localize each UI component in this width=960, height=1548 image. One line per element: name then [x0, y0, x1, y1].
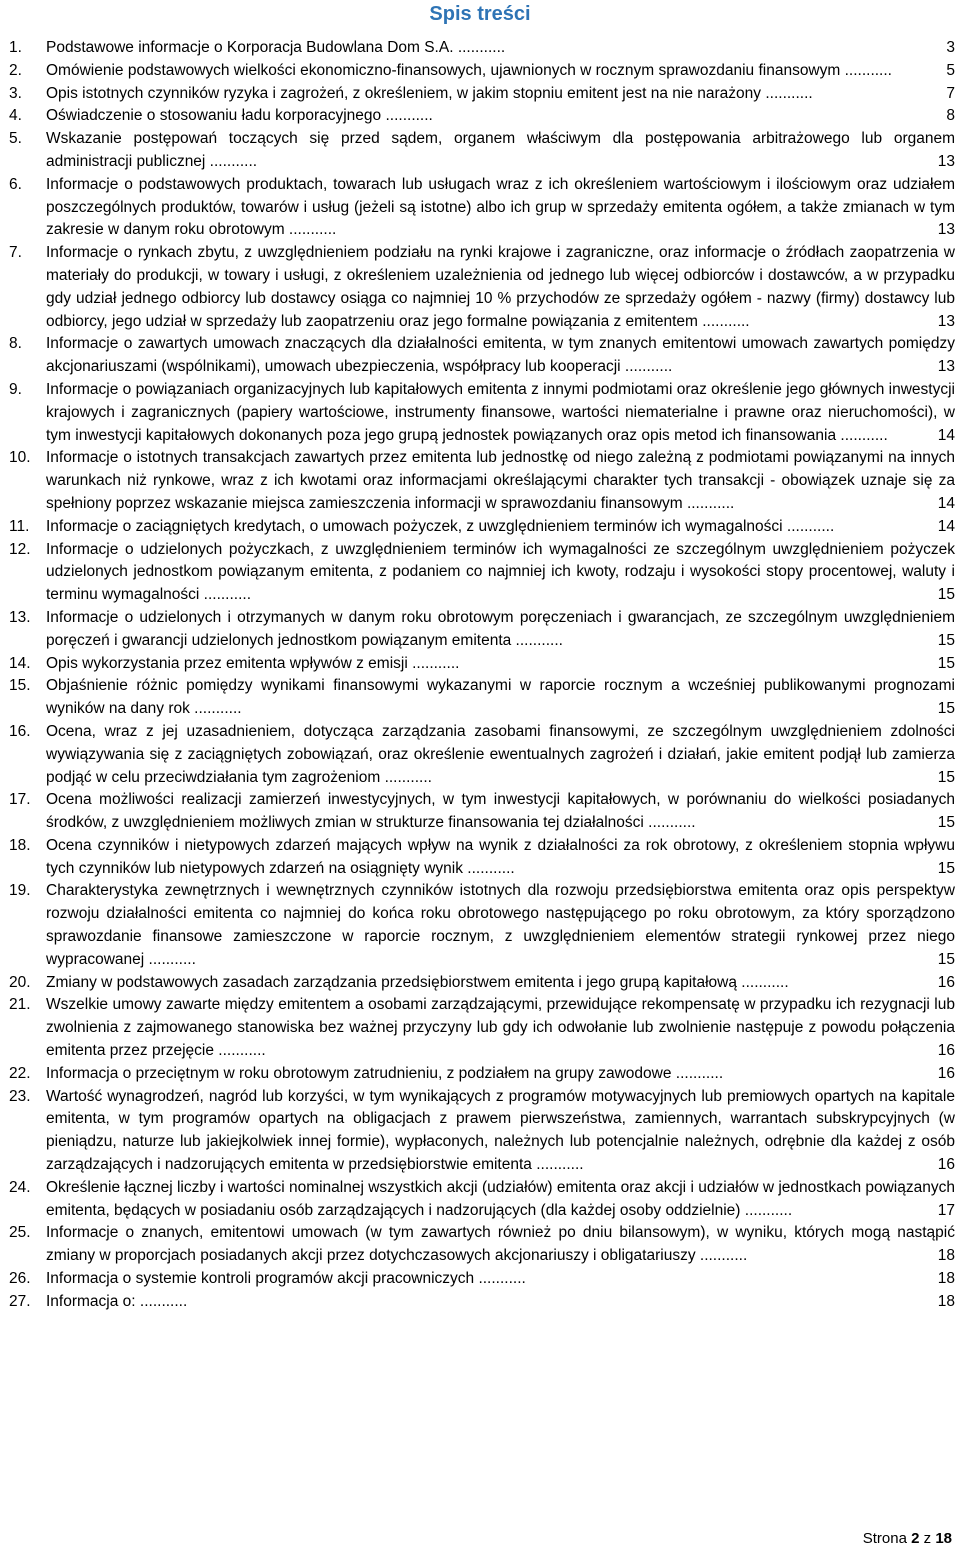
toc-entry-number: 7.: [9, 244, 22, 262]
toc-entry-page: 16: [937, 1042, 955, 1060]
toc-entry-text: Informacje o powiązaniach organizacyjnych lub kapitałowych emitenta z innymi podmiotami oraz określenie jego głównych inwestycji krajowych i zagranicznych (papiery wartościowe, instrumenty finansowe, wartości niematerialne i prawne oraz nieruchomości), w tym inwestycji kapitałowych dokonanych poza jego grupą jednostek powiązanych oraz opis metod ich finansowania: [46, 380, 955, 444]
toc-leader-dots: ...........: [620, 358, 673, 376]
toc-leader-dots: ...........: [380, 768, 432, 786]
toc-entry-page: 3: [946, 39, 955, 56]
toc-entry-page: 15: [937, 654, 955, 672]
page-footer: [863, 1530, 952, 1547]
toc-entry[interactable]: [9, 516, 955, 539]
toc-entry-page: 15: [937, 586, 955, 604]
toc-entry-text: Informacje o zaciągniętych kredytach, o umowach pożyczek, z uwzględnieniem terminów ich wymagalności: [46, 517, 783, 535]
toc-entry-page: 16: [937, 973, 955, 991]
toc-entry[interactable]: [9, 37, 955, 60]
toc-entry-text: Opis wykorzystania przez emitenta wpływów z emisji: [46, 654, 408, 672]
table-of-contents: [9, 37, 955, 1314]
toc-entry-text: Ocena czynników i nietypowych zdarzeń mających wpływ na wynik z działalności za rok obrotowy, z określeniem stopnia wpływu tych czynników lub nietypowych zdarzeń na osiągnięty wynik: [46, 836, 955, 877]
toc-entry-page: 14: [937, 517, 955, 535]
toc-entry-page: 18: [937, 1247, 955, 1265]
toc-entry-page: 17: [937, 1201, 955, 1219]
toc-entry-number: 3.: [9, 84, 22, 102]
toc-entry-text: Informacja o systemie kontroli programów akcji pracowniczych: [46, 1270, 475, 1288]
toc-entry-number: 13.: [9, 608, 31, 626]
toc-entry-number: 25.: [9, 1224, 31, 1242]
toc-entry-page: 13: [937, 312, 955, 330]
toc-entry-number: 10.: [9, 449, 31, 467]
toc-entry-page: 5: [946, 61, 955, 79]
toc-entry-number: 14.: [9, 654, 31, 672]
toc-entry-page: 16: [937, 1156, 955, 1174]
footer-prefix: Strona: [862, 1530, 907, 1547]
toc-entry-text: Omówienie podstawowych wielkości ekonomiczno-finansowych, ujawnionych w rocznym sprawozdaniu finansowym: [46, 61, 841, 79]
toc-entry[interactable]: [9, 1291, 955, 1314]
toc-entry-page: 15: [937, 700, 955, 718]
toc-leader-dots: ...........: [736, 973, 789, 991]
toc-entry-text: Informacje o udzielonych i otrzymanych w danym roku obrotowym poręczeniach i gwarancjach, ze szczególnym uwzględnieniem poręczeń i gwarancji udzielonych jednostkom powiązanym emitenta: [46, 608, 955, 649]
toc-entry[interactable]: [9, 242, 955, 333]
toc-entry-number: 24.: [9, 1178, 31, 1196]
toc-entry-page: 15: [937, 859, 955, 877]
toc-entry[interactable]: [9, 128, 955, 174]
toc-entry-number: 11.: [9, 517, 30, 535]
toc-entry[interactable]: [9, 174, 955, 242]
toc-entry-number: 8.: [9, 335, 22, 353]
footer-sep: z: [923, 1530, 932, 1547]
toc-entry[interactable]: [9, 105, 955, 128]
toc-leader-dots: ...........: [453, 39, 506, 56]
toc-entry-number: 15.: [9, 677, 31, 695]
toc-leader-dots: ...........: [531, 1156, 584, 1174]
toc-entry-number: 27.: [9, 1292, 31, 1310]
toc-entry-number: 5.: [9, 130, 22, 148]
toc-leader-dots: ...........: [463, 859, 515, 877]
toc-entry-text: Informacje o rynkach zbytu, z uwzględnieniem podziału na rynki krajowe i zagraniczne, oraz informacje o źródłach zaopatrzenia w materiały do produkcji, w towary i usługi, z określeniem uzależnienia od jednego lub więcej odbiorców i dostawców, a w przypadku gdy udział jednego odbiorcy lub dostawcy osiąga co najmniej 10 % przychodów ze sprzedaży ogółem - nazwy (firmy) dostawcy lub odbiorcy, jego udział w sprzedaży lub zaopatrzeniu oraz jego formalne powiązania z emitentem: [46, 244, 955, 330]
toc-entry[interactable]: [9, 83, 955, 106]
toc-leader-dots: ...........: [643, 814, 696, 832]
toc-leader-dots: ...........: [836, 426, 888, 444]
toc-entry-number: 6.: [9, 175, 22, 193]
toc-leader-dots: ...........: [682, 494, 735, 512]
toc-entry-text: Oświadczenie o stosowaniu ładu korporacyjnego: [46, 107, 382, 125]
toc-entry-page: 13: [937, 221, 955, 239]
toc-entry-text: Informacja o przeciętnym w roku obrotowym zatrudnieniu, z podziałem na grupy zawodowe: [46, 1064, 672, 1082]
toc-entry-text: Informacje o zawartych umowach znaczących dla działalności emitenta, w tym znanych emitentowi umowach zawartych pomiędzy akcjonariuszami (wspólnikami), umowach ubezpieczenia, współpracy lub kooperacji: [46, 335, 955, 376]
toc-entry[interactable]: [9, 333, 955, 379]
toc-entry-text: Ocena możliwości realizacji zamierzeń inwestycyjnych, w tym inwestycji kapitałowych, w porównaniu do wielkości posiadanych środków, z uwzględnieniem możliwych zmian w strukturze finansowania tej działalności: [46, 791, 955, 832]
toc-entry[interactable]: [9, 835, 955, 881]
toc-entry[interactable]: [9, 1222, 955, 1268]
toc-entry-number: 1.: [9, 39, 22, 56]
toc-leader-dots: ...........: [474, 1270, 526, 1288]
toc-entry-text: Opis istotnych czynników ryzyka i zagrożeń, z określeniem, w jakim stopniu emitent jest na nie narażony: [46, 84, 762, 102]
toc-entry-text: Informacje o znanych, emitentowi umowach (w tym zawartych również po dniu bilansowym), w wyniku, których mogą nastąpić zmiany w proporcjach posiadanych akcji przez dotychczasowych akcjonariuszy i obligatariuszy: [46, 1224, 955, 1265]
toc-entry[interactable]: [9, 1086, 955, 1177]
toc-entry-page: 7: [946, 84, 955, 102]
toc-leader-dots: ...........: [199, 586, 252, 604]
footer-total-pages: 18: [935, 1530, 952, 1547]
toc-leader-dots: ...........: [697, 312, 750, 330]
toc-entry-text: Określenie łącznej liczby i wartości nominalnej wszystkich akcji (udziałów) emitenta oraz akcji i udziałów w jednostkach powiązanych emitenta, będących w posiadaniu osób zarządzających i nadzorujących (dla każdej osoby oddzielnie): [46, 1178, 955, 1219]
toc-leader-dots: ...........: [135, 1292, 188, 1310]
toc-entry[interactable]: [9, 1177, 955, 1223]
toc-entry-text: Objaśnienie różnic pomiędzy wynikami finansowymi wykazanymi w raporcie rocznym a wcześniej publikowanymi prognozami wyników na dany rok: [46, 677, 955, 718]
toc-entry-page: 16: [937, 1064, 955, 1082]
toc-entry-page: 13: [937, 358, 955, 376]
toc-entry-number: 12.: [9, 540, 31, 558]
toc-leader-dots: ...........: [740, 1201, 793, 1219]
footer-current-page: 2: [911, 1530, 920, 1547]
toc-leader-dots: ...........: [761, 84, 813, 102]
toc-leader-dots: ...........: [671, 1064, 724, 1082]
toc-entry-number: 18.: [9, 836, 31, 854]
toc-leader-dots: ...........: [511, 631, 563, 649]
toc-entry-text: Wskazanie postępowań toczących się przed sądem, organem właściwym dla postępowania arbitrażowego lub organem administracji publicznej: [46, 130, 955, 170]
toc-leader-dots: ...........: [205, 152, 258, 170]
toc-entry-page: 18: [937, 1292, 955, 1310]
toc-entry-text: Informacje o istotnych transakcjach zawartych przez emitenta lub jednostkę od niego zależną z podmiotami powiązanymi na innych warunkach niż rynkowe, wraz z ich kwotami oraz informacjami określającymi charakter tych transakcji - obowiązek uznaje się za spełniony poprzez wskazanie miejsca zamieszczenia informacji w sprawozdaniu finansowym: [46, 449, 955, 512]
toc-entry-number: 20.: [9, 973, 31, 991]
toc-entry-page: 15: [937, 631, 955, 649]
toc-entry-text: Ocena, wraz z jej uzasadnieniem, dotycząca zarządzania zasobami finansowymi, ze szczególnym uwzględnieniem zdolności wywiązywania się z zaciągniętych zobowiązań, oraz określenie ewentualnych zagrożeń i działań, jakie emitent podjął lub zamierza podjąć w celu przeciwdziałania tym zagrożeniom: [46, 722, 955, 786]
toc-entry-text: Informacje o udzielonych pożyczkach, z uwzględnieniem terminów ich wymagalności ze szczególnym uwzględnieniem pożyczek udzielonych jednostkom powiązanym emitenta, z podaniem co najmniej ich kwoty, rodzaju i wysokości stopy procentowej, waluty i terminu wymagalności: [46, 540, 955, 604]
toc-entry-page: 15: [937, 768, 955, 786]
toc-leader-dots: ...........: [407, 654, 460, 672]
toc-entry[interactable]: [9, 972, 955, 995]
toc-entry-page: 8: [946, 107, 955, 125]
toc-entry-text: Informacje o podstawowych produktach, towarach lub usługach wraz z ich określeniem wartościowym i ilościowym oraz udziałem poszczególnych produktów, towarów i usług (jeżeli są istotne) albo ich grup w sprzedaży emitenta ogółem, a także zmianach w tym zakresie w danym roku obrotowym: [46, 175, 955, 239]
toc-entry[interactable]: [9, 994, 955, 1062]
toc-entry-number: 16.: [9, 722, 31, 740]
toc-entry-page: 14: [937, 426, 955, 444]
toc-entry[interactable]: [9, 880, 955, 971]
toc-entry[interactable]: [9, 447, 955, 515]
toc-leader-dots: ...........: [840, 61, 892, 79]
toc-entry-page: 18: [937, 1270, 955, 1288]
toc-entry-text: Podstawowe informacje o Korporacja Budowlana Dom S.A.: [46, 39, 454, 56]
toc-leader-dots: ...........: [782, 517, 835, 535]
toc-entry-text: Charakterystyka zewnętrznych i wewnętrznych czynników istotnych dla rozwoju przedsiębiorstwa emitenta oraz opis perspektyw rozwoju działalności emitenta co najmniej do końca roku obrotowego następującego po roku obrotowym, za który sporządzono sprawozdanie finansowe zamieszczone w raporcie rocznym, z uwzględnieniem elementów strategii rynkowej przez niego wypracowanej: [46, 882, 955, 968]
toc-entry-page: 14: [937, 494, 955, 512]
toc-entry[interactable]: [9, 379, 955, 447]
toc-leader-dots: ...........: [381, 107, 433, 125]
toc-entry-text: Informacja o:: [46, 1292, 136, 1310]
toc-entry[interactable]: [9, 60, 955, 83]
toc-title: Spis treści: [429, 3, 531, 25]
toc-leader-dots: ...........: [214, 1042, 266, 1060]
toc-entry-text: Zmiany w podstawowych zasadach zarządzania przedsiębiorstwem emitenta i jego grupą kapitałową: [46, 973, 737, 991]
toc-entry-text: Wszelkie umowy zawarte między emitentem a osobami zarządzającymi, przewidujące rekompensatę w przypadku ich rezygnacji lub zwolnienia z zajmowanego stanowiska bez ważnej przyczyny lub gdy ich odwołanie lub zwolnienie następuje z powodu połączenia emitenta przez przejęcie: [46, 996, 955, 1060]
toc-entry[interactable]: [9, 607, 955, 653]
toc-entry-number: 4.: [9, 107, 22, 125]
toc-leader-dots: ...........: [189, 700, 242, 718]
toc-entry[interactable]: [9, 721, 955, 789]
toc-leader-dots: ...........: [695, 1247, 748, 1265]
toc-entry-number: 19.: [9, 882, 31, 900]
toc-leader-dots: ...........: [284, 221, 337, 239]
toc-entry-number: 2.: [9, 61, 22, 79]
toc-entry[interactable]: [9, 675, 955, 721]
toc-entry-number: 9.: [9, 380, 22, 398]
toc-entry-text: Wartość wynagrodzeń, nagród lub korzyści, w tym wynikających z programów motywacyjnych lub premiowych opartych na kapitale emitenta, w tym programów opartych na obligacjach z prawem pierwszeństwa, zamiennych, warrantach subskrypcyjnych (w pieniądzu, naturze lub jakiejkolwiek innej formie), wypłaconych, należnych lub potencjalnie należnych, odrębnie dla każdej z osób zarządzających i nadzorujących emitenta w przedsiębiorstwie emitenta: [46, 1087, 955, 1174]
toc-entry[interactable]: [9, 1063, 955, 1086]
toc-entry-number: 23.: [9, 1087, 31, 1105]
toc-entry[interactable]: [9, 1268, 955, 1291]
toc-entry-number: 21.: [9, 996, 31, 1014]
toc-entry-number: 26.: [9, 1270, 31, 1288]
toc-leader-dots: ...........: [144, 950, 196, 968]
toc-entry-number: 17.: [9, 791, 31, 809]
toc-entry[interactable]: [9, 789, 955, 835]
toc-entry-number: 22.: [9, 1064, 31, 1082]
toc-entry-page: 15: [937, 814, 955, 832]
toc-entry-page: 13: [937, 152, 955, 170]
toc-entry[interactable]: [9, 539, 955, 607]
toc-entry[interactable]: [9, 653, 955, 676]
toc-entry-page: 15: [937, 950, 955, 968]
